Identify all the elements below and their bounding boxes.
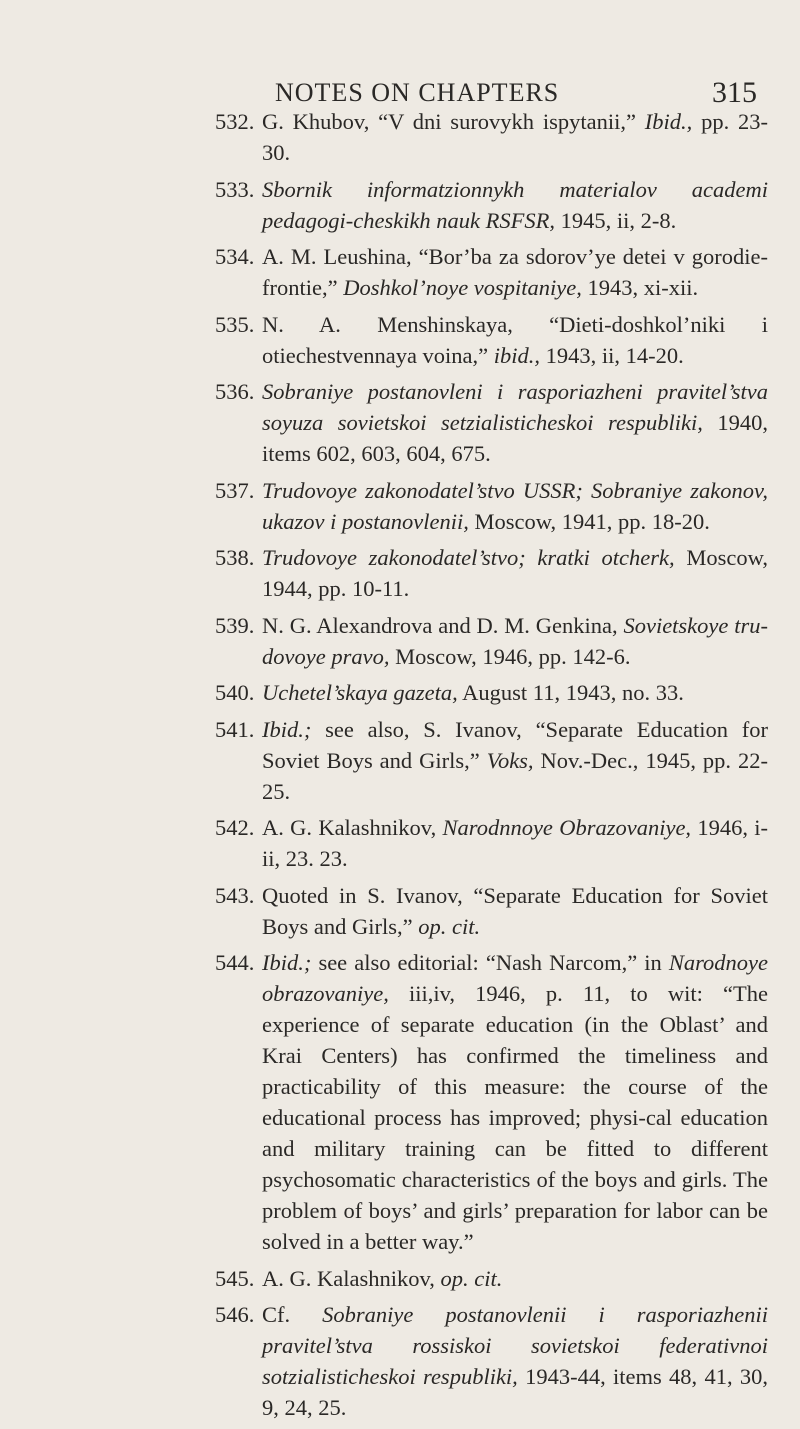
note-text: iii,iv, 1946, p. 11, to wit: “The experience of separate education (in the Oblast’ and Krai Centers) has confirmed the timeliness and practicability of this measure: the course of the educational process has improved; physi-cal education and military training can be fitted to different psychosomatic characteristics of the boys and girls. The problem of boys’ and girls’ preparation for labor can be solved in a better way.” bbox=[262, 981, 768, 1254]
note-text: N. G. Alexandrova and D. M. Genkina, bbox=[262, 612, 624, 638]
note-entry bbox=[0, 106, 800, 168]
note-number: 540. bbox=[215, 680, 255, 705]
note-number: 542. bbox=[215, 815, 255, 840]
note-citation-title: op. cit. bbox=[440, 1265, 503, 1291]
note-citation-title: Narodnoye obrazovaniye, bbox=[262, 950, 768, 1006]
note-text: August 11, 1943, no. 33. bbox=[457, 680, 684, 705]
note-entry bbox=[0, 947, 800, 1257]
note-entry bbox=[0, 1263, 800, 1294]
note-number: 534. bbox=[215, 244, 255, 269]
note-text: 1943, xi-xii. bbox=[581, 275, 699, 300]
note-number: 546. bbox=[215, 1302, 255, 1327]
note-citation-title: Sbornik informatzionnykh materialov academi pedagogi-cheskikh nauk RSFSR, bbox=[262, 176, 768, 233]
note-entry bbox=[0, 812, 800, 874]
note-text: Moscow, 1941, pp. 18-20. bbox=[468, 508, 710, 534]
note-entry bbox=[0, 880, 800, 942]
note-citation-title: Trudovoye zakonodatel’stvo USSR; Sobraniye zakonov, ukazov i postanovlenii, bbox=[262, 477, 768, 534]
note-entry bbox=[0, 475, 800, 537]
note-number: 545. bbox=[215, 1265, 255, 1291]
note-number: 539. bbox=[215, 612, 255, 638]
note-text: A. G. Kalashnikov, bbox=[262, 1265, 441, 1291]
note-citation-title: Uchetel’skaya gazeta, bbox=[262, 680, 458, 705]
note-entry bbox=[0, 542, 800, 604]
note-citation-title: Sobraniye postanovlenii i rasporiazhenii pravitel’stva rossiskoi sovietskoi federativnoi sotzialisticheskoi respubliki, bbox=[262, 1302, 769, 1389]
note-text: see also editorial: “Nash Narcom,” in bbox=[311, 950, 669, 975]
note-citation-title: Voks, bbox=[486, 747, 534, 773]
note-text: 1945, ii, 2-8. bbox=[555, 207, 677, 233]
note-number: 535. bbox=[215, 311, 255, 337]
note-entry bbox=[0, 241, 800, 303]
note-text: A. M. Leushina, “Bor’ba za sdorov’ye detei v gorodie-frontie,” bbox=[262, 244, 768, 300]
notes-list bbox=[0, 106, 800, 1429]
note-number: 543. bbox=[215, 882, 255, 908]
note-number: 533. bbox=[215, 176, 255, 202]
note-text: pp. 23-30. bbox=[262, 109, 768, 165]
note-entry bbox=[0, 610, 800, 672]
note-citation-title: Narodnnoye Obrazovaniye, bbox=[442, 815, 692, 840]
note-citation-title: Doshkol’noye vospitaniye, bbox=[343, 275, 582, 300]
note-entry bbox=[0, 174, 800, 236]
note-entry bbox=[0, 1299, 800, 1423]
note-number: 541. bbox=[215, 716, 255, 742]
note-text: Moscow, 1946, pp. 142-6. bbox=[389, 643, 631, 669]
note-text: A. G. Kalashnikov, bbox=[262, 815, 443, 840]
running-head: NOTES ON CHAPTERS bbox=[275, 78, 560, 107]
note-number: 544. bbox=[215, 950, 255, 975]
note-text: 1943-44, items 48, 41, 30, 9, 24, 25. bbox=[262, 1364, 768, 1420]
note-text: N. A. Menshinskaya, “Dieti-doshkol’niki i otiechestvennaya voina,” bbox=[262, 311, 768, 368]
note-number: 536. bbox=[215, 379, 255, 404]
note-text: Moscow, 1944, pp. 10-11. bbox=[262, 545, 768, 601]
note-text: see also, S. Ivanov, “Separate Education for Soviet Boys and Girls,” bbox=[262, 716, 768, 773]
note-text: 1943, ii, 14-20. bbox=[540, 342, 684, 368]
note-entry bbox=[0, 714, 800, 807]
note-number: 532. bbox=[215, 109, 255, 134]
note-text: Quoted in S. Ivanov, “Separate Education for Soviet Boys and Girls,” bbox=[262, 882, 768, 939]
page-number: 315 bbox=[712, 76, 757, 109]
note-text: Cf. bbox=[262, 1302, 323, 1327]
note-text: G. Khubov, “V dni surovykh ispytanii,” bbox=[262, 109, 645, 134]
note-citation-title: Ibid.; bbox=[262, 950, 312, 975]
page-header bbox=[0, 0, 800, 109]
note-text: Nov.-Dec., 1945, pp. 22-25. bbox=[262, 747, 768, 804]
note-citation-title: Ibid., bbox=[644, 109, 693, 134]
note-entry bbox=[0, 677, 800, 708]
note-citation-title: ibid., bbox=[493, 342, 541, 368]
note-number: 537. bbox=[215, 477, 255, 503]
note-citation-title: Sobraniye postanovleni i rasporiazheni pravitel’stva soyuza sovietskoi setzialisticheskoi respubliki, bbox=[262, 379, 768, 435]
note-entry bbox=[0, 376, 800, 469]
note-entry bbox=[0, 309, 800, 371]
note-text: 1940, items 602, 603, 604, 675. bbox=[262, 410, 769, 466]
note-text: 1946, i-ii, 23. 23. bbox=[262, 815, 769, 871]
note-number: 538. bbox=[215, 545, 255, 570]
note-citation-title: Sovietskoye tru-dovoye pravo, bbox=[262, 612, 768, 669]
note-citation-title: op. cit. bbox=[418, 913, 481, 939]
note-citation-title: Ibid.; bbox=[262, 716, 312, 742]
note-citation-title: Trudovoye zakonodatel’stvo; kratki otcherk, bbox=[262, 545, 675, 570]
